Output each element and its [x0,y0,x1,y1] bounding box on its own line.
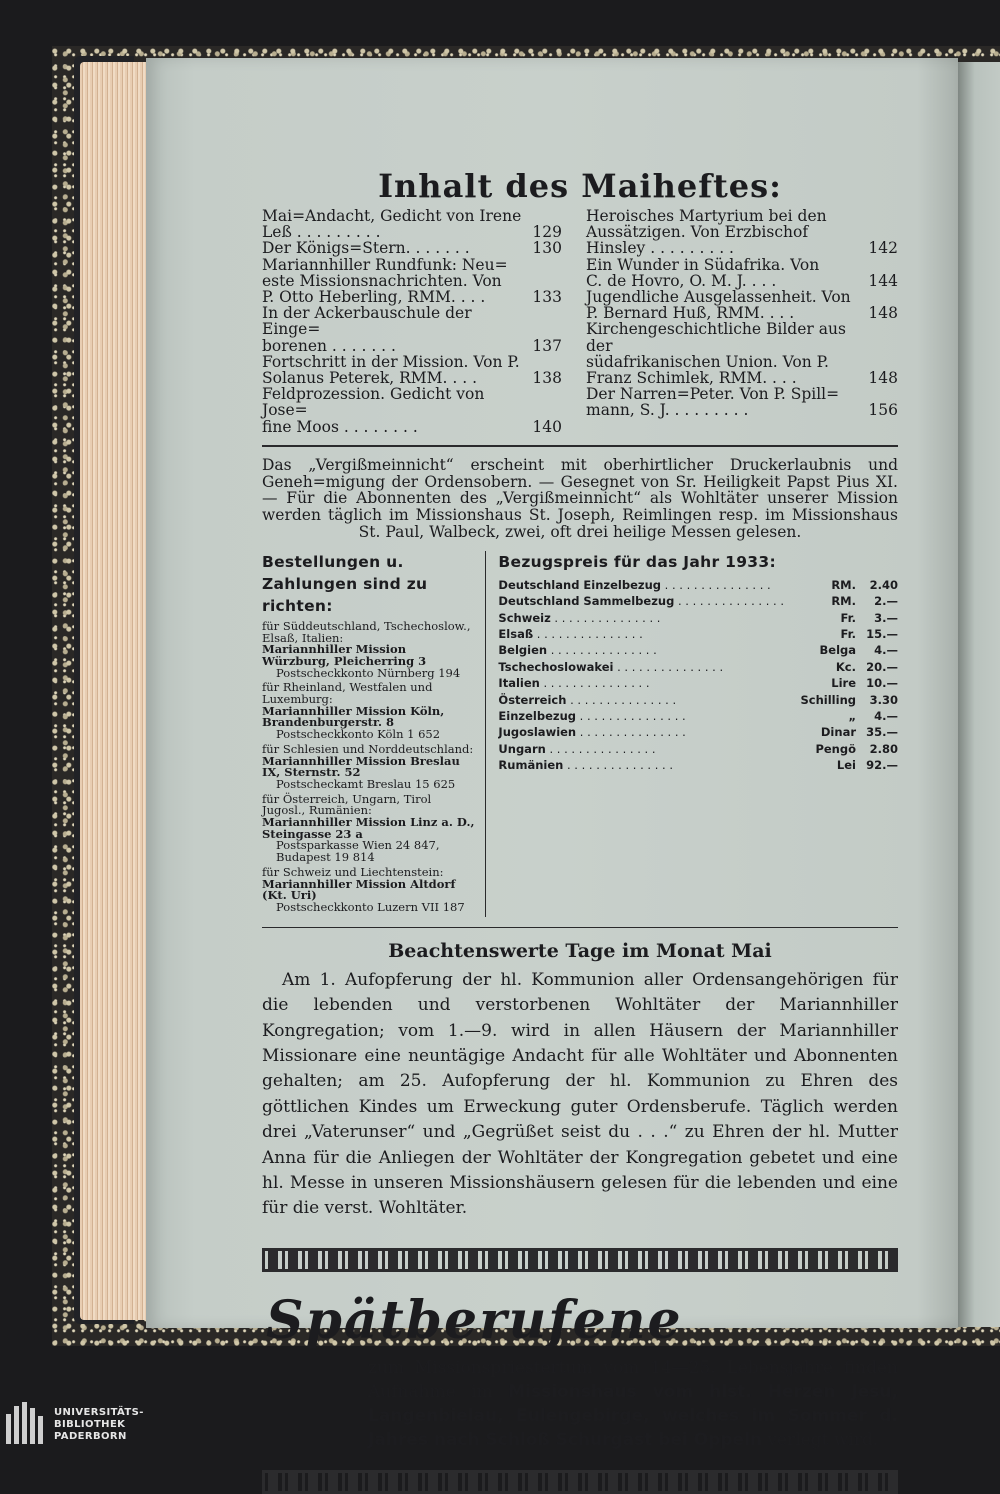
price-amount: 35.— [866,725,898,740]
price-currency: Dinar [820,725,856,740]
days-title: Beachtenswerte Tage im Monat Mai [388,939,772,962]
ad-body [368,1356,898,1452]
toc-entry-title: Der Narren=Peter. Von P. Spill= mann, S. J. . . . . . . . . [586,385,840,420]
price-row [498,708,898,724]
toc-entry-page: 148 [868,304,898,323]
toc-entry [586,321,898,386]
price-amount: 2.40 [869,577,898,592]
price-country: Elsaß . . . [498,626,784,642]
price-row [498,724,898,740]
price-amount: 15.— [866,627,898,642]
price-row [498,692,898,708]
price-currency: Belga [819,643,856,658]
orders-and-prices [262,551,898,917]
toc-entry [586,208,898,257]
order-account: Postscheckkonto Nürnberg 194 [276,665,461,680]
price-country: Deutschland Sammelbezug . . . [498,593,784,609]
price-country: Belgien . . . [498,642,784,658]
price-amount: 92.— [866,758,898,773]
toc-entry-page: 140 [532,417,562,436]
toc-entry-page: 129 [532,223,562,242]
toc-entry-page: 137 [532,336,562,355]
toc-entry-page: 144 [868,271,898,290]
toc-entry [262,354,562,386]
price-currency: Fr. [840,610,856,625]
orders-heading: Bestellungen u. Zahlungen sind zu richten: [262,552,428,615]
toc-entry-title: Mariannhiller Rundfunk: Neu= este Missionsnachrichten. Von P. Otto Heberling, RMM. . . . [262,255,508,307]
price-currency: Lire [831,676,856,691]
prices-list [498,577,898,774]
table-of-contents [262,208,898,435]
toc-title: Inhalt des Maiheftes: [378,167,782,205]
prices-heading: Bezugspreis für das Jahr 1933: [498,552,776,571]
price-country: Schweiz . . . [498,610,784,626]
price-row [498,675,898,691]
toc-entry [262,240,562,256]
order-block [262,791,475,865]
order-address: Mariannhiller Mission Würzburg, Pleicherring 3 [262,642,427,668]
order-address: Mariannhiller Mission Breslau IX, Sternstr. 52 [262,753,460,780]
price-currency: Kc. [835,659,856,674]
order-address: Mariannhiller Mission Altdorf (Kt. Uri) [262,876,456,903]
price-row [498,626,898,642]
price-row [498,659,898,675]
price-amount: 4.— [874,709,898,724]
toc-left-column [262,208,562,435]
toc-entry-page: 142 [868,239,898,258]
price-amount: 20.— [866,659,898,674]
order-region: für Rheinland, Westfalen und Luxemburg: [262,680,433,707]
library-logo [0,1398,190,1452]
adjacent-page-edge [958,62,1000,1327]
days-body: Am 1. Aufopferung der hl. Kommunion aller Ordensangehörigen für die lebenden und verstorbenen Wohltäter der Mariannhiller Kongregation; vom 1.—9. wird in allen Häusern der Mariannhiller Missionare eine neuntägige Andacht für alle Wohltäter und Abonnenten gehalten; am 25. Aufopferung der hl. Kommunion zu Ehren des göttlichen Kindes um Erweckung guter Ordensberufe. Täglich werden drei „Vaterunser“ und „Gegrüßet seist du . . .“ zu Ehren der hl. Mutter Anna für die Anliegen der Wohltäter der Kongregation gebetet und eine hl. Messe in unseren Missionshäusern gelesen für die lebenden und eine für die verst. Wohltäter. [262,969,898,1219]
ad-text-1: zum Missionspriestertum vom 14—25. Lebensjahre finden Aufnahme im [368,1357,898,1402]
price-currency: Lei [836,758,856,773]
toc-entry-title: Der Königs=Stern. . . . . . . [262,239,470,258]
library-logo-line1: UNIVERSITÄTS- [54,1407,144,1418]
price-row [498,741,898,757]
price-country: Österreich . . . [498,692,784,708]
price-country: Ungarn . . . [498,741,784,757]
price-amount: 3.— [874,610,898,625]
price-amount: 2.— [874,594,898,609]
price-country: Jugoslawien . . . [498,724,784,740]
toc-entry-title: Jugendliche Ausgelassenheit. Von P. Bernard Huß, RMM. . . . [586,288,851,323]
toc-entry-title: In der Ackerbauschule der Einge= borenen . . . . . . . [262,304,472,355]
price-amount: 3.30 [869,692,898,707]
price-row [498,610,898,626]
order-address: Mariannhiller Mission Köln, Brandenburgerstr. 8 [262,703,445,730]
page-edges [80,62,150,1320]
library-mark-icon [4,1402,46,1448]
ornamental-border-bottom [262,1470,898,1494]
price-currency: Pengö [815,741,856,756]
price-currency: Schilling [800,692,856,707]
toc-entry [262,386,562,435]
price-currency: „ [848,709,856,724]
ad-text-bold: Missionshaus vom hlst. Herzen Jesu, Langenbielau, Eulengebirge, welches im Sommer d. Jahres nach Schloß Schurgast bei Oppeln [368,1381,898,1450]
order-block [262,682,475,741]
price-currency: RM. [831,577,856,592]
toc-entry [262,208,562,240]
library-logo-line3: PADERBORN [54,1431,127,1442]
toc-entry [262,257,562,306]
order-account: Postscheckkonto Köln 1 652 [276,727,441,742]
price-country: Tschechoslowakei . . . [498,659,784,675]
toc-entry-title: Ein Wunder in Südafrika. Von C. de Hovro, O. M. J. . . . [586,255,820,290]
order-region: für Schweiz und Liechtenstein: [262,864,444,879]
price-amount: 10.— [866,676,898,691]
price-row [498,577,898,593]
divider [262,445,898,447]
prices-section [486,551,898,917]
order-account: Postscheckkonto Luzern VII 187 [276,900,465,914]
price-country: Rumänien . . . [498,757,784,773]
toc-entry-page: 138 [532,369,562,388]
order-block [262,741,475,791]
order-region: für Süddeutschland, Tschechoslow., Elsaß, Italien: [262,618,471,645]
order-account: Postscheckamt Breslau 15 625 [276,776,456,791]
price-row [498,593,898,609]
toc-entry-title: Fortschritt in der Mission. Von P. Solanus Peterek, RMM. . . . [262,352,520,388]
order-block [262,618,475,680]
toc-entry-page: 130 [532,239,562,258]
toc-entry-title: Feldprozession. Gedicht von Jose= fine Moos . . . . . . . . [262,385,485,436]
order-region: für Österreich, Ungarn, Tirol Jugosl., Rumänien: [262,791,432,818]
toc-entry-title: Heroisches Martyrium bei den Aussätzigen. Von Erzbischof Hinsley . . . . . . . . . [586,207,827,258]
orders-section [262,551,486,917]
toc-entry-page: 156 [868,401,898,420]
toc-entry [586,289,898,321]
toc-entry-page: 133 [532,288,562,307]
library-logo-line2: BIBLIOTHEK [54,1419,126,1430]
orders-list [262,618,475,914]
toc-entry [586,386,898,418]
toc-entry-title: Kirchengeschichtliche Bilder aus der südafrikanischen Union. Von P. Franz Schimlek, RMM. . . . [586,320,846,388]
toc-right-column [586,208,898,435]
price-country: Einzelbezug . . . [498,708,784,724]
order-account: Postsparkasse Wien 24 847, Budapest 19 814 [276,838,440,865]
divider [262,927,898,928]
toc-entry [262,305,562,354]
order-region: für Schlesien und Norddeutschland: [262,741,474,756]
price-row [498,642,898,658]
ornamental-border-top [262,1248,898,1272]
price-country: Italien . . . [498,675,784,691]
order-block [262,864,475,914]
page-content [262,158,898,1494]
ad-title: Spätberufene [266,1289,683,1351]
price-currency: Fr. [840,627,856,642]
toc-entry-title: Mai=Andacht, Gedicht von Irene Leß . . . . . . . . . [262,207,522,242]
price-amount: 2.80 [869,741,898,756]
library-logo-text [54,1407,144,1443]
toc-entry [586,257,898,289]
publication-notice: Das „Vergißmeinnicht“ erscheint mit oberhirtlicher Druckerlaubnis und Geneh=migung der Ordensobern. — Gesegnet von Sr. Heiligkeit Papst Pius XI. — Für die Abonnenten des „Vergißmeinnicht“ als Wohltäter unserer Mission werden täglich im Missionshaus St. Joseph, Reimlingen resp. im Missionshaus St. Paul, Walbeck, zwei, oft drei heilige Messen gelesen. [262,455,898,542]
order-address: Mariannhiller Mission Linz a. D., Steingasse 23 a [262,815,475,841]
price-amount: 4.— [874,643,898,658]
price-country: Deutschland Einzelbezug . . . [498,577,784,593]
price-row [498,757,898,773]
ad-text-2: verlegt wird. [762,1429,879,1450]
price-currency: RM. [831,594,856,609]
toc-entry-page: 148 [868,369,898,388]
